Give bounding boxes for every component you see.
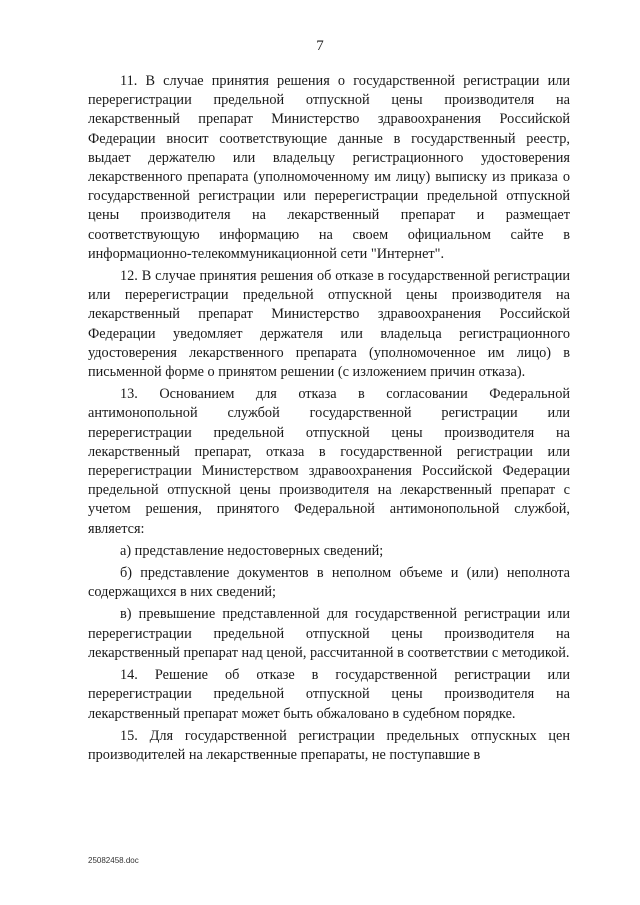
paragraph-14: 14. Решение об отказе в государственной регистрации или перерегистрации предельной отпускной цены производителя на лекарственный препарат может быть обжаловано в судебном порядке. xyxy=(88,667,570,722)
document-body xyxy=(88,72,570,768)
page-number: 7 xyxy=(316,38,324,54)
list-item-b: б) представление документов в неполном объеме и (или) неполнота содержащихся в них сведений; xyxy=(88,565,570,601)
list-item-v: в) превышение представленной для государственной регистрации или перерегистрации предельной отпускной цены производителя на лекарственный препарат над ценой, рассчитанной в соответствии с методикой. xyxy=(88,606,570,661)
paragraph-15: 15. Для государственной регистрации предельных отпускных цен производителей на лекарственные препараты, не поступавшие в xyxy=(88,727,570,763)
paragraph-12: 12. В случае принятия решения об отказе в государственной регистрации или перерегистрации предельной отпускной цены производителя на лекарственный препарат Министерство здравоохранения Российской Федерации уведомляет держателя или владельца регистрационного удостоверения лекарственного препарата (уполномоченное им лицо) в письменной форме о принятом решении (с изложением причин отказа). xyxy=(88,268,570,381)
document-file-code: 25082458.doc xyxy=(88,856,139,865)
paragraph-13: 13. Основанием для отказа в согласовании Федеральной антимонопольной службой государственной регистрации или перерегистрации предельной отпускной цены производителя на лекарственный препарат, отказа в государственной регистрации или перерегистрации Министерством здравоохранения Российской Федерации предельной отпускной цены производителя на лекарственный препарат с учетом решения, принятого Федеральной антимонопольной службой, является: xyxy=(88,386,570,537)
paragraph-11: 11. В случае принятия решения о государственной регистрации или перерегистрации предельной отпускной цены производителя на лекарственный препарат Министерство здравоохранения Российской Федерации вносит соответствующие данные в государственный реестр, выдает держателю или владельцу регистрационного удостоверения лекарственного препарата (уполномоченному им лицу) выписку из приказа о государственной регистрации или перерегистрации предельной отпускной цены производителя на лекарственный препарат и размещает соответствующую информацию на своем официальном сайте в информационно-телекоммуникационной сети "Интернет". xyxy=(88,73,570,262)
list-item-a: а) представление недостоверных сведений; xyxy=(120,542,384,559)
